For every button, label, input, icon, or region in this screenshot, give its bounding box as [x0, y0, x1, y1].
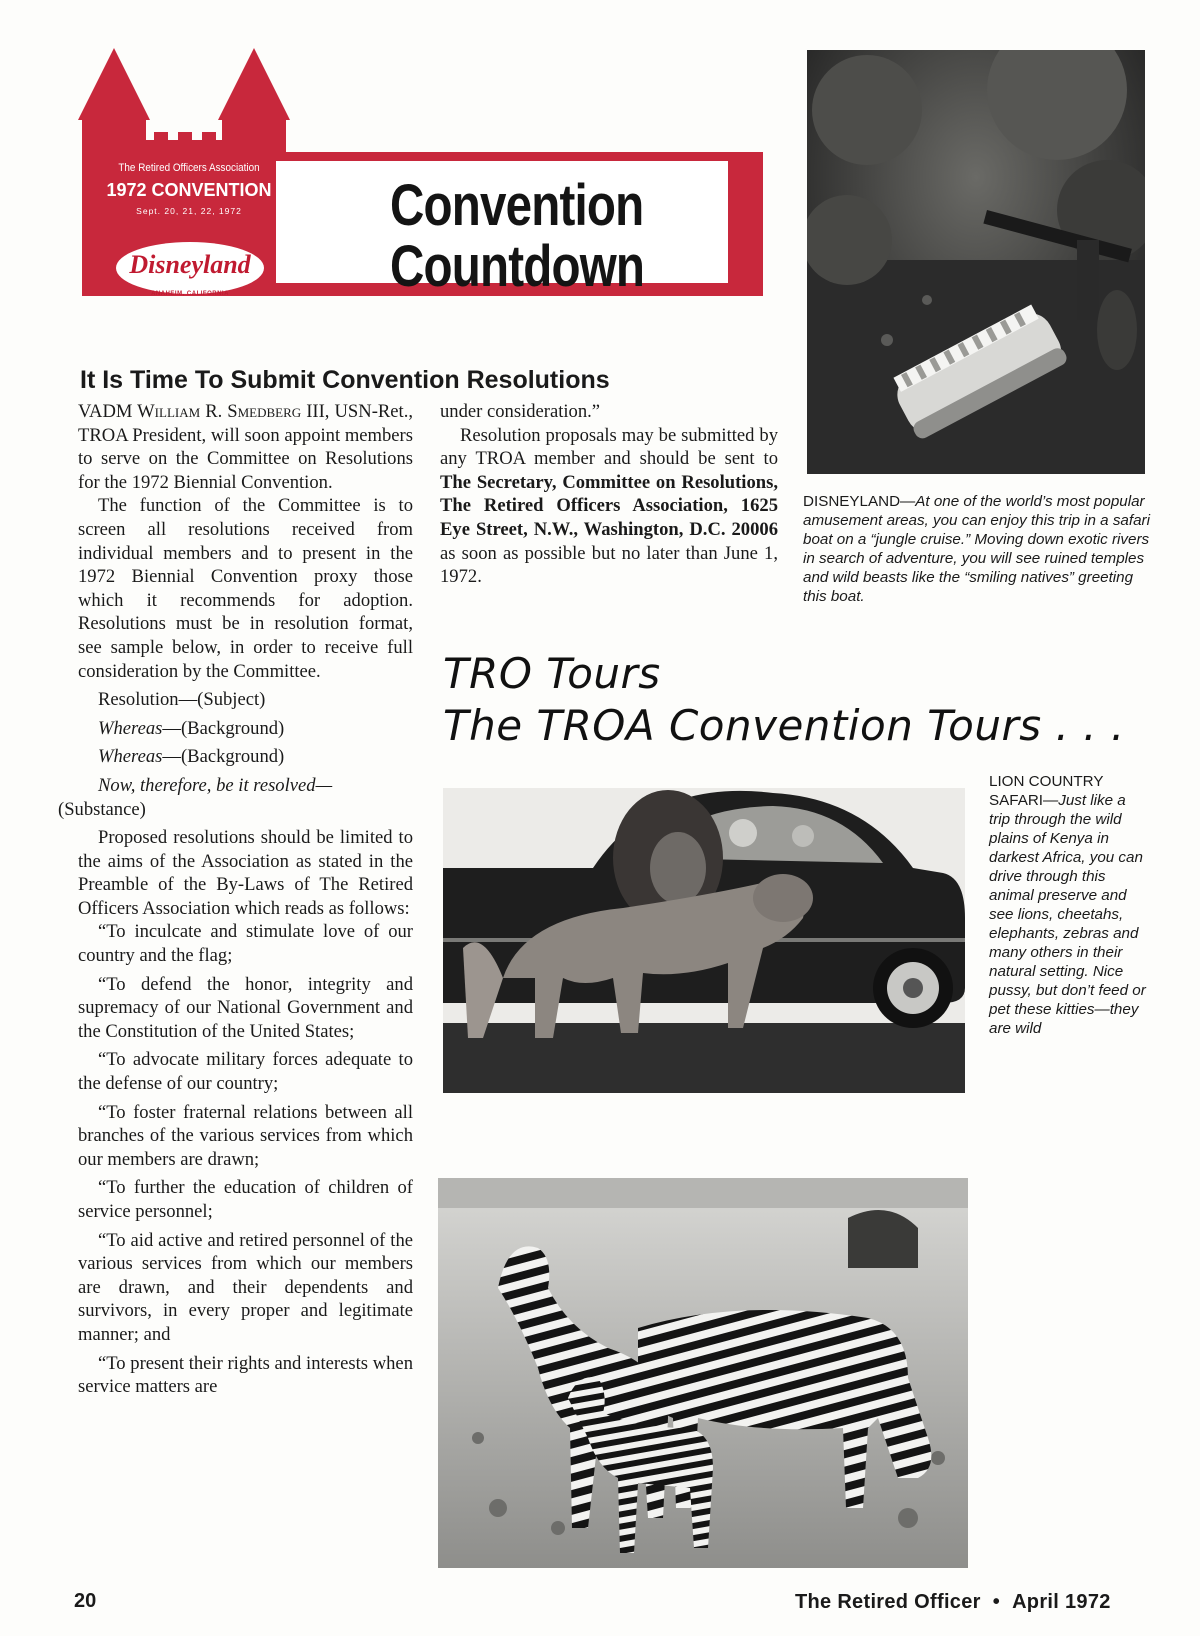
article-p2: The function of the Committee is to screen all resolutions received from individual members and to present in the 1972 Biennial Convention proxy those which it recommends for adoption. Resolutions must be in resolution format, see sample below, in order to receive full consideration by the Committee.: [78, 495, 413, 682]
publication-footer: [795, 1591, 1111, 1614]
sample-whereas-2-label: Whereas: [98, 746, 163, 768]
article-continuation: under consideration.”: [440, 401, 601, 422]
aim-item: “To inculcate and stimulate love of our country and the flag;: [78, 921, 413, 967]
photo-jungle-cruise: [807, 50, 1145, 474]
article-column-left: [58, 400, 414, 1399]
photo-lion-safari: [443, 788, 965, 1093]
caption-disneyland-body: At one of the world’s most popular amusement areas, you can enjoy this trip in a safari boat on a “jungle cruise.” Moving down exotic rivers in search of adventure, you will see ruined temples and wild beasts like the “smiling natives” greeting this boat.: [803, 493, 1150, 605]
aim-item: “To further the education of children of service personnel;: [78, 1177, 413, 1222]
tours-heading-line2: The TROA Convention Tours . . .: [443, 701, 1125, 750]
caption-disneyland: [803, 492, 1151, 606]
sample-whereas-1-text: —(Background): [162, 717, 285, 739]
sample-whereas-2: [78, 745, 413, 769]
president-name: VADM William R. Smedberg III,: [78, 401, 330, 422]
sample-whereas-1-label: Whereas: [98, 717, 163, 739]
tours-heading-line1: TRO Tours: [443, 649, 661, 698]
caption-lion-body: Just like a trip through the wild plains of Kenya in darkest Africa, you can drive through this animal preserve and see lions, cheetahs, elephants, zebras and many others in their natural setting. Nice pussy, but don’t feed or pet these kitties—they are wild: [989, 792, 1146, 1037]
aim-item: “To advocate military forces adequate to the defense of our country;: [78, 1049, 413, 1095]
bullet-separator: •: [992, 1591, 1001, 1613]
aim-item: “To present their rights and interests when service matters are: [78, 1352, 413, 1398]
submission-address: The Secretary, Committee on Resolutions, The Retired Officers Association, 1625 Eye Street, N.W., Washington, D.C. 20006: [440, 471, 778, 540]
disneyland-wordmark: Disneyland: [129, 250, 251, 279]
aim-item: “To defend the honor, integrity and supremacy of our National Government and the Constitution of the United States;: [78, 973, 413, 1042]
logo-dates: Sept. 20, 21, 22, 1972: [136, 206, 242, 216]
aim-item: “To aid active and retired personnel of the various services from which our members are drawn, and their dependents and survivors, in every proper and legitimate manner; and: [78, 1229, 413, 1345]
article-column-middle: [440, 400, 778, 589]
caption-lion-lead: LION COUNTRY SAFARI—: [989, 773, 1104, 809]
sample-resolved: [58, 774, 413, 821]
caption-disneyland-lead: DISNEYLAND—: [803, 493, 916, 510]
publication-date: April 1972: [1012, 1591, 1111, 1613]
aim-item: “To foster fraternal relations between all branches of the various services from which our members are drawn;: [78, 1101, 413, 1170]
sample-whereas-2-text: —(Background): [162, 746, 285, 768]
photo-zebras: [438, 1178, 968, 1568]
banner-title-line2: Countdown: [390, 234, 645, 299]
article-p3: Proposed resolutions should be limited to the aims of the Association as stated in the Preamble of the By-Laws of The Retired Officers Association which reads as follows:: [78, 827, 413, 919]
article-p1: USN-Ret., TROA President, will soon appoint members to serve on the Committee on Resolutions for the 1972 Biennial Convention.: [78, 401, 414, 493]
banner-title: [390, 175, 661, 297]
logo-convention: 1972 CONVENTION: [106, 180, 272, 200]
submission-text: Resolution proposals may be submitted by any TROA member and should be sent to: [440, 424, 778, 470]
sample-resolved-label: Now, therefore, be it resolved—: [98, 774, 333, 796]
logo-association: The Retired Officers Association: [118, 162, 260, 174]
submission-deadline: as soon as possible but no later than June 1, 1972.: [440, 542, 778, 588]
sample-resolution: Resolution—(Subject): [98, 689, 266, 711]
article-headline: It Is Time To Submit Convention Resolutions: [80, 366, 610, 394]
publication-name: The Retired Officer: [795, 1591, 981, 1613]
logo-location: ANAHEIM, CALIFORNIA: [151, 291, 229, 297]
sample-resolved-text: (Substance): [58, 798, 146, 820]
caption-lion-country: [989, 772, 1149, 1038]
banner-title-line1: Convention: [390, 173, 644, 238]
tours-heading: [443, 648, 1125, 752]
sample-whereas-1: [78, 717, 413, 741]
page-number: 20: [74, 1590, 97, 1612]
